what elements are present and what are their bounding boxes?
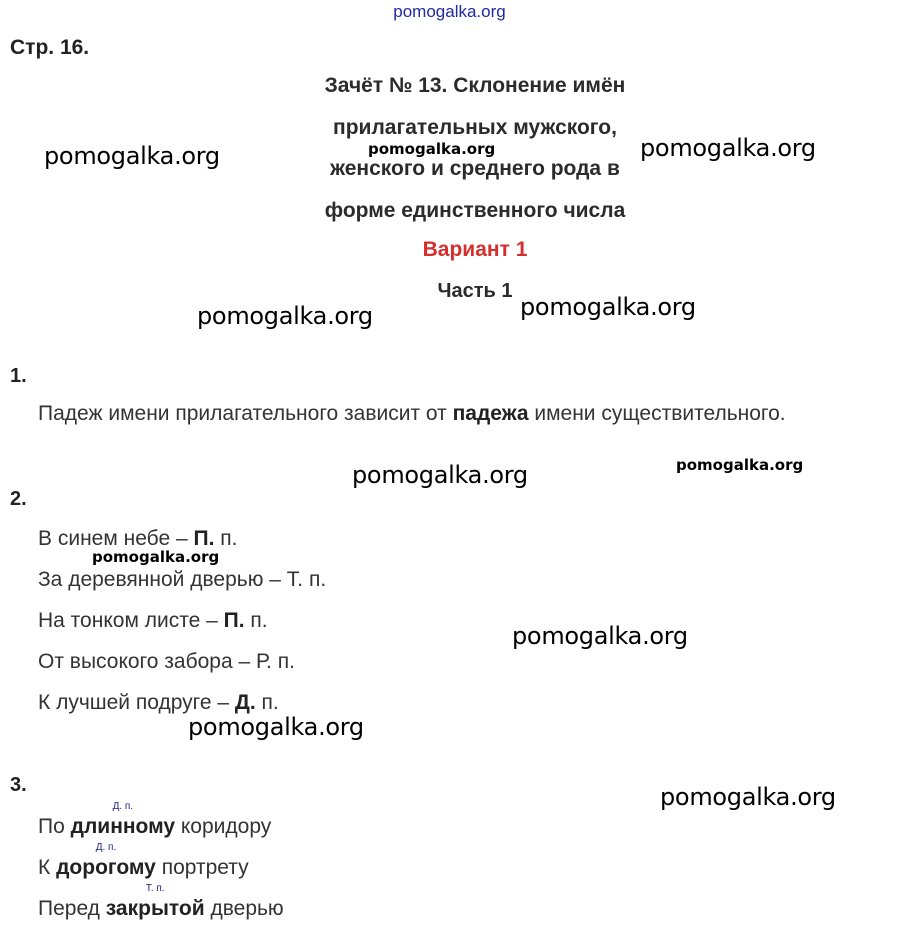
- list-item: [38, 883, 284, 921]
- task-1-answer: [38, 402, 786, 426]
- adjective: дорогому: [56, 856, 156, 879]
- answer-text: Падеж имени прилагательного зависит от: [38, 402, 453, 425]
- phrase: дверью: [204, 897, 284, 920]
- watermark: pomogalka.org: [512, 622, 688, 650]
- phrase: От высокого забора – Р. п.: [38, 650, 295, 673]
- watermark: pomogalka.org: [520, 293, 696, 321]
- adjective: длинному: [70, 815, 176, 838]
- phrase: К: [38, 856, 57, 879]
- list-item: [38, 691, 279, 715]
- list-item: [38, 527, 237, 551]
- task-number: 2.: [10, 488, 27, 510]
- list-item: [38, 609, 268, 633]
- phrase: За деревянной дверью – Т. п.: [38, 568, 327, 591]
- header-watermark: pomogalka.org: [393, 2, 506, 21]
- phrase: К лучшей подруге –: [38, 691, 235, 714]
- answer-bold-word: падежа: [452, 402, 529, 425]
- page-number: Стр. 16.: [10, 36, 90, 59]
- phrase: портрету: [155, 856, 249, 879]
- case-suffix: п.: [244, 609, 268, 632]
- phrase: По: [38, 815, 71, 838]
- task-number: 3.: [10, 774, 27, 796]
- watermark: pomogalka.org: [676, 456, 804, 474]
- phrase: коридору: [175, 815, 272, 838]
- list-item: [38, 650, 295, 674]
- case-suffix: п.: [255, 691, 279, 714]
- variant-heading: Вариант 1: [422, 238, 528, 261]
- title-line-1: Зачёт № 13. Склонение имён: [324, 74, 626, 97]
- title-line-2: прилагательных мужского,: [333, 116, 617, 139]
- watermark: pomogalka.org: [197, 302, 373, 330]
- list-item: [38, 801, 272, 839]
- phrase: В синем небе –: [38, 527, 194, 550]
- case-label: Д. п.: [112, 801, 134, 812]
- case-abbrev: Д.: [234, 691, 256, 714]
- case-suffix: п.: [214, 527, 238, 550]
- watermark: pomogalka.org: [660, 783, 836, 811]
- title-line-4: форме единственного числа: [324, 199, 626, 222]
- list-item: [38, 568, 326, 592]
- phrase: На тонком листе –: [38, 609, 224, 632]
- adjective: закрытой: [105, 897, 205, 920]
- watermark: pomogalka.org: [368, 140, 496, 158]
- watermark: pomogalka.org: [352, 461, 528, 489]
- case-abbrev: П.: [223, 609, 245, 632]
- task-number: 1.: [10, 365, 27, 387]
- watermark: pomogalka.org: [44, 142, 220, 170]
- phrase: Перед: [38, 897, 106, 920]
- case-label: Д. п.: [95, 842, 117, 853]
- title-line-3: женского и среднего рода в: [330, 157, 620, 180]
- watermark: pomogalka.org: [92, 548, 220, 566]
- watermark: pomogalka.org: [640, 134, 816, 162]
- answer-text: имени существительного.: [528, 402, 786, 425]
- list-item: [38, 842, 249, 880]
- watermark: pomogalka.org: [188, 713, 364, 741]
- case-abbrev: П.: [193, 527, 215, 550]
- part-heading: Часть 1: [437, 280, 513, 302]
- case-label: Т. п.: [145, 883, 165, 894]
